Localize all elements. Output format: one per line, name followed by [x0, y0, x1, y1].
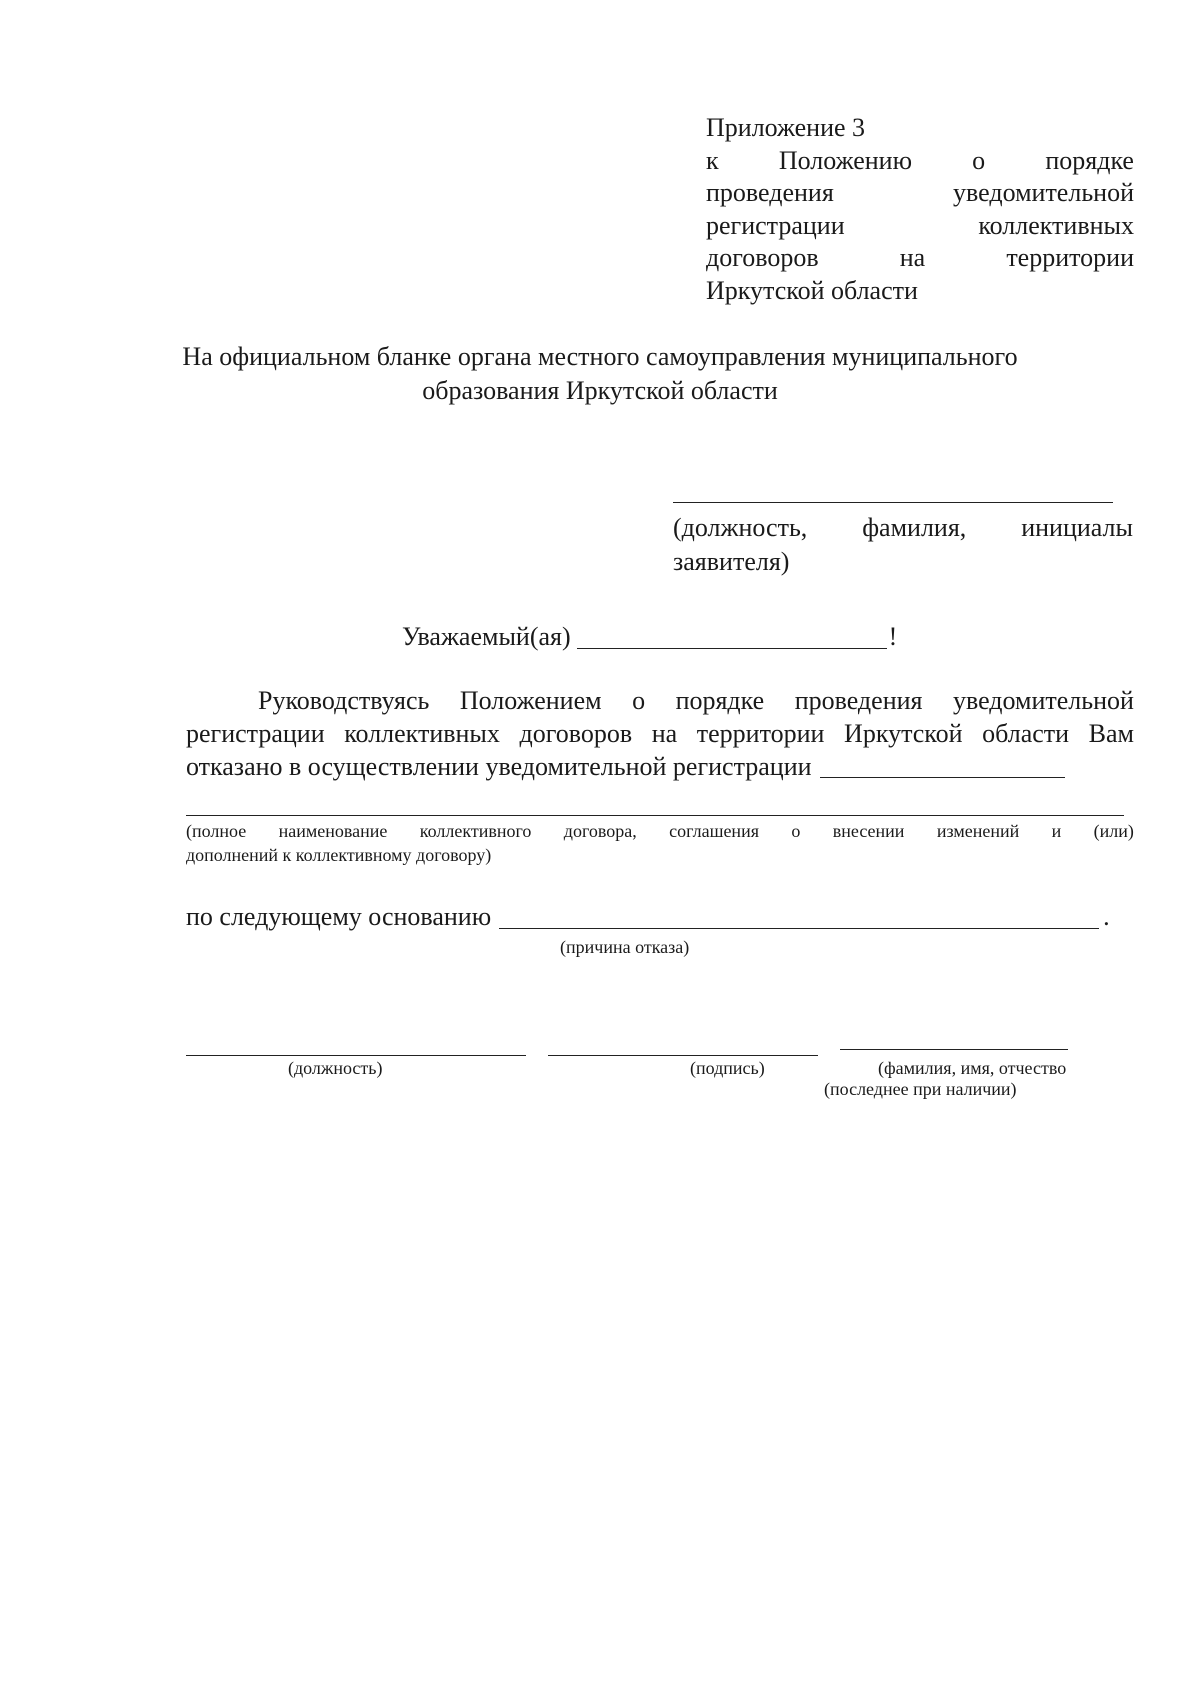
signature-sign-caption: (подпись) — [690, 1058, 765, 1078]
reason-suffix: . — [1103, 902, 1110, 931]
body-line-1: Руководствуясь Положением о порядке проведения уведомительной — [258, 686, 1134, 715]
body-line-3: отказано в осуществлении уведомительной регистрации — [186, 750, 1134, 783]
addressee-caption — [673, 511, 1133, 579]
contract-name-blank-line — [186, 815, 1124, 816]
contract-caption-line-2: дополнений к коллективному договору) — [186, 845, 492, 865]
body-paragraph — [186, 684, 1134, 783]
appendix-title: Приложение 3 — [706, 113, 866, 142]
addressee-caption-line-1: (должность, фамилия, инициалы — [673, 513, 1133, 542]
addressee-caption-line-2: заявителя) — [673, 547, 790, 576]
appendix-block — [706, 112, 1134, 307]
addressee-blank-line — [673, 502, 1113, 503]
signature-position-line — [186, 1055, 526, 1056]
reason-blank — [499, 904, 1099, 929]
letterhead-line-1: На официальном бланке органа местного самоуправления муниципального — [182, 342, 1018, 371]
signature-name-line — [840, 1049, 1068, 1050]
signature-name-caption-line-1: (фамилия, имя, отчество — [878, 1058, 1067, 1078]
signature-sign-line — [548, 1055, 818, 1056]
reason-prefix: по следующему основанию — [186, 902, 492, 931]
salutation-suffix: ! — [888, 622, 898, 651]
contract-caption — [186, 819, 1134, 867]
reason-caption: (причина отказа) — [560, 937, 690, 957]
appendix-line-5: Иркутской области — [706, 275, 918, 305]
letterhead-note — [150, 340, 1050, 408]
appendix-line-1: к Положению о порядке — [706, 145, 1134, 175]
salutation-name-blank — [577, 624, 887, 649]
signature-name-caption-line-2: (последнее при наличии) — [824, 1079, 1017, 1099]
signature-position-caption: (должность) — [288, 1058, 383, 1078]
appendix-line-3: регистрации коллективных — [706, 210, 1134, 240]
reason-line — [186, 900, 1110, 934]
appendix-line-2: проведения уведомительной — [706, 178, 1134, 207]
salutation-prefix: Уважаемый(ая) — [402, 622, 571, 651]
appendix-line-4: договоров на территории — [706, 243, 1134, 272]
contract-caption-line-1: (полное наименование коллективного договора, соглашения о внесении изменений и (или) — [186, 821, 1134, 841]
salutation — [402, 620, 897, 654]
letterhead-line-2: образования Иркутской области — [422, 376, 778, 405]
body-line-2: регистрации коллективных договоров на территории Иркутской области Вам — [186, 719, 1134, 748]
contract-name-blank — [820, 753, 1065, 778]
